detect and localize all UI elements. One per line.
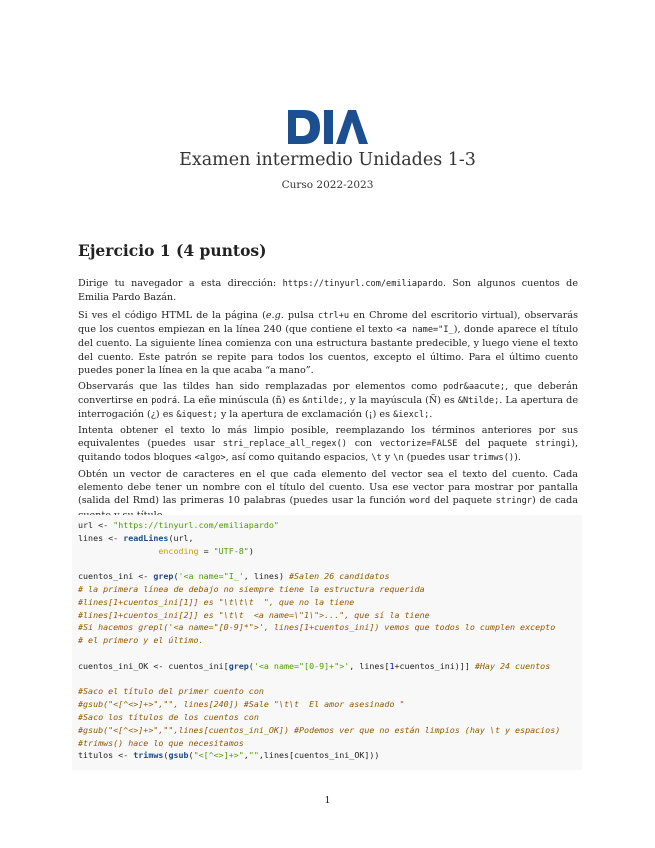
section-heading: Ejercicio 1 (4 puntos) — [78, 241, 267, 260]
code-block: url <- "https://tinyurl.com/emiliapardo" lines <- readLines(url, encoding = "UTF-8") cuentos_ini <- grep('<a name="I_', lines) #Salen 26 candidatos # la primera línea de debajo no siempre tiene la estructura requerida #lines[1+cuentos_ini[1]] es "\t\t\t ", que no la tiene #lines[1+cuentos_ini[2]] es "\t\t <a name=\"1\">...", que sí la tiene #Si hacemos grepl('<a name="[0-9]*">', lines[1+cuentos_ini]) vemos que todos lo cumplen excepto # el primero y el último. cuentos_ini_OK <- cuentos_ini[grep('<a name="[0-9]+">', lines[1+cuentos_ini)]] #Hay 24 cuentos #Saco el título del primer cuento con #gsub("<[^<>]+>","", lines[240]) #Sale "\t\t El amor asesinado " #Saco los títulos de los cuentos con #gsub("<[^<>]+>","",lines[cuentos_ini_OK]) #Podemos ver que no están limpios (hay \t y espacios) #trimws() hace lo que necesitamos titulos <- trimws(gsub("<[^<>]+>","",lines[cuentos_ini_OK])) — [72, 515, 582, 770]
paragraph-3: Observarás que las tildes han sido remplazadas por elementos como podr&aacute;, que deberán convertirse en podrá. La eñe minúscula (ñ) es &ntilde;, y la mayúscula (Ñ) es &Ntilde;. La apertura de interrogación (¿) es &iquest; y la apertura de exclamación (¡) es &iexcl;. — [78, 381, 578, 421]
document-subtitle: Curso 2022-2023 — [281, 179, 374, 191]
dia-logo-icon — [288, 106, 368, 146]
paragraph-5: Obtén un vector de caracteres en el que cada elemento del vector sea el texto del cuento. Cada elemento debe tener un nombre con el título del cuento. Usa ese vector para mostrar por pantalla (salida del Rmd) las primeras 10 palabras (puedes usar la función word del paquete stringr) de cada — [78, 469, 578, 507]
page-number: 1 — [324, 795, 331, 806]
url-text: https://tinyurl.com/emiliapardo — [282, 279, 443, 289]
document-title: Examen intermedio Unidades 1-3 — [179, 150, 476, 170]
paragraph-4: Intenta obtener el texto lo más limpio posible, reemplazando los términos anteriores por sus equivalentes (puedes usar stri_replace_all_regex() con vectorize=FALSE del paquete stringi), quitando todos bloques <algo>, así como quitando espacios, \t y \n (puedes usar trimws()). — [78, 425, 578, 464]
paragraph-1: Dirige tu navegador a esta dirección: https://tinyurl.com/emiliapardo. Son algunos cuentos de Emilia Pardo Bazán. — [78, 278, 579, 304]
paragraph-2: Si ves el código HTML de la página (e.g. pulsa ctrl+u en Chrome del escritorio virtual), observarás que los cuentos empiezan en la línea 240 (que contiene el texto <a name="I_), donde aparece el título del cuento. La siguiente línea comienza con una estructura bastante predecible, y luego viene el texto del cuento. Este patrón se repite para todos los cuentos, excepto el último. Para el último cuento puedes poner la línea en la que acaba “a mano”. — [78, 310, 578, 376]
